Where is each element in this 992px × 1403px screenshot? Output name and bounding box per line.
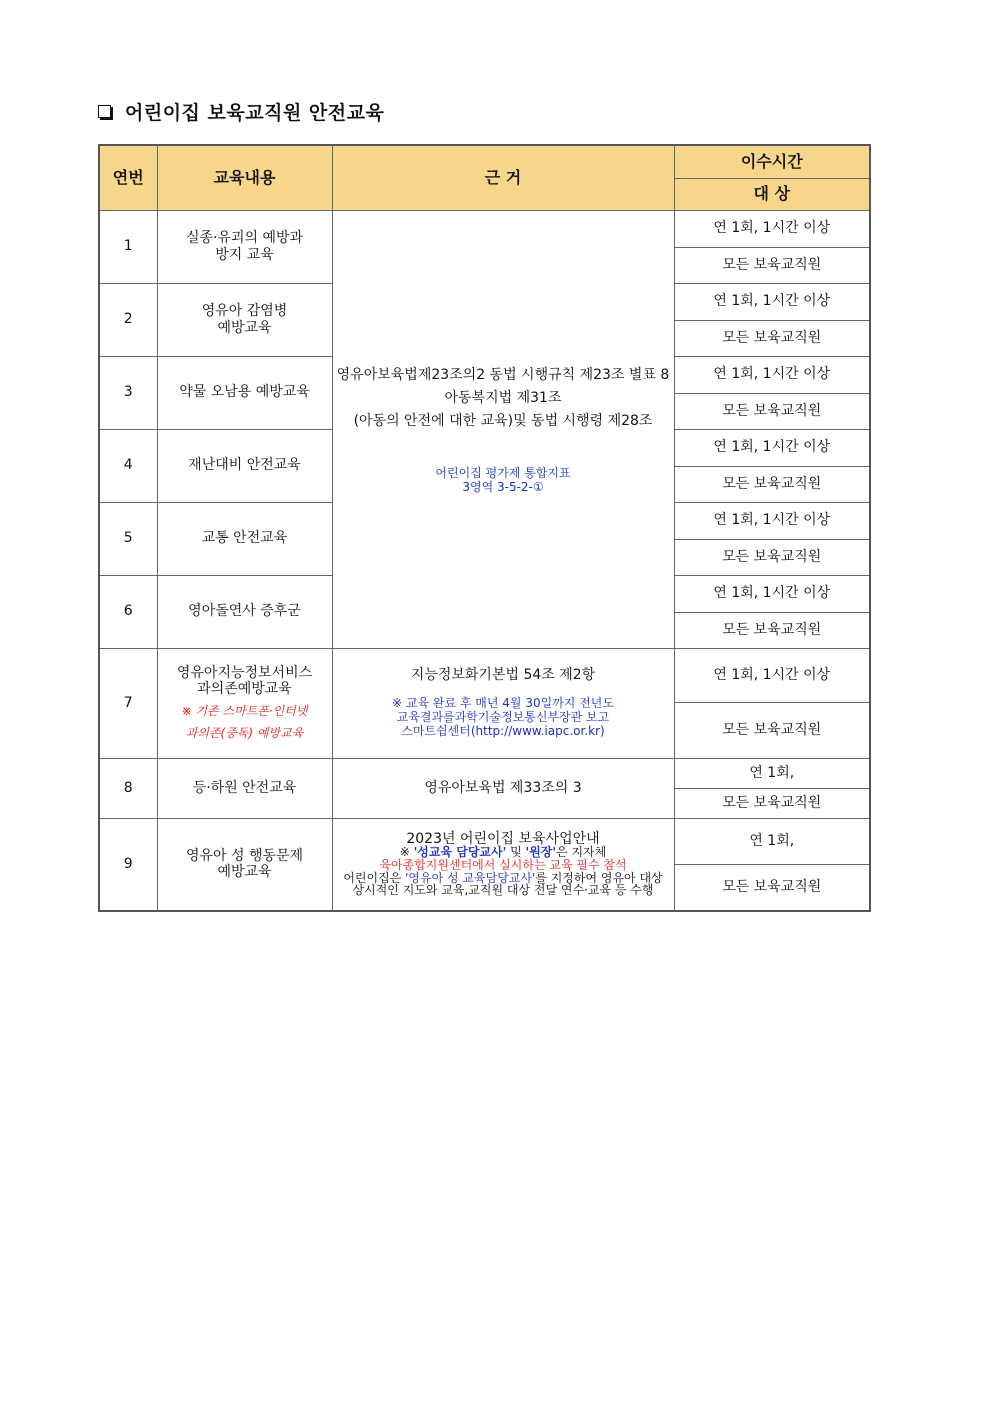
- row-content: 약물 오남용 예방교육: [157, 356, 332, 429]
- header-no: 연번: [99, 145, 157, 210]
- row-no: 8: [99, 758, 157, 818]
- row-no: 4: [99, 429, 157, 502]
- basis-note: ※ 교육 완료 후 매년 4월 30일까지 전년도: [392, 696, 614, 711]
- row-hours: 연 1회, 1시간 이상: [674, 575, 870, 612]
- row-hours: 연 1회, 1시간 이상: [674, 502, 870, 539]
- row-hours: 연 1회,: [674, 818, 870, 864]
- basis-cell: [332, 648, 674, 758]
- safety-education-table: [98, 144, 871, 912]
- basis-text: 지능정보화기본법 54조 제2항: [410, 667, 596, 684]
- basis-fragment: 어린이집은: [343, 870, 406, 885]
- row-no: 1: [99, 210, 157, 283]
- content-line: 실종·유괴의 예방과: [185, 230, 304, 247]
- basis-fragment: 및: [506, 845, 526, 860]
- row-hours: 연 1회, 1시간 이상: [674, 283, 870, 320]
- row-hours: 연 1회,: [674, 758, 870, 788]
- row-hours: 연 1회, 1시간 이상: [674, 356, 870, 393]
- content-note: ※ 기존 스마트폰·인터넷: [181, 704, 308, 719]
- basis-line: 영유아보육법제23조의2 동법 시행규칙 제23조 별표 8: [336, 366, 670, 383]
- content-note: 과의존(중독) 예방교육: [185, 726, 304, 741]
- row-hours: 연 1회, 1시간 이상: [674, 429, 870, 466]
- row-target: 모든 보육교직원: [674, 247, 870, 283]
- basis-line: 상시적인 지도와 교육,교직원 대상 전달 연수·교육 등 수행: [352, 883, 654, 898]
- basis-fragment: 은 지자체: [556, 845, 607, 860]
- row-hours: 연 1회, 1시간 이상: [674, 210, 870, 247]
- row-content: 영아돌연사 증후군: [157, 575, 332, 648]
- row-no: 9: [99, 818, 157, 911]
- row-content: [157, 818, 332, 911]
- content-line: 예방교육: [217, 319, 272, 336]
- basis-note: 교육결과를과학기술정보통신부장관 보고: [396, 710, 610, 725]
- content-line: 과의존예방교육: [197, 681, 292, 698]
- basis-fragment: '성교육 담당교사': [413, 845, 507, 860]
- header-content: 교육내용: [157, 145, 332, 210]
- basis-fragment: 를 지정하여 영유아 대상: [535, 870, 663, 885]
- row-no: 6: [99, 575, 157, 648]
- row-target: 모든 보육교직원: [674, 612, 870, 648]
- row-no: 5: [99, 502, 157, 575]
- row-content: [157, 648, 332, 758]
- basis-line: (아동의 안전에 대한 교육)및 동법 시행령 제28조: [353, 412, 653, 429]
- evaluation-note: 어린이집 평가제 통합지표: [435, 465, 571, 480]
- row-target: 모든 보육교직원: [674, 393, 870, 429]
- square-bullet-icon: [98, 105, 111, 118]
- content-line: 영유아 성 행동문제: [185, 848, 304, 865]
- header-target: 대 상: [674, 178, 870, 210]
- section-heading: [98, 98, 384, 125]
- row-content: 재난대비 안전교육: [157, 429, 332, 502]
- header-hours: 이수시간: [674, 145, 870, 178]
- row-target: 모든 보육교직원: [674, 864, 870, 911]
- row-content: [157, 283, 332, 356]
- content-line: 예방교육: [217, 864, 272, 881]
- row-content: [157, 210, 332, 283]
- basis-fragment: ※: [399, 845, 414, 860]
- row-target: 모든 보육교직원: [674, 320, 870, 356]
- basis-note: 스마트쉼센터(http://www.iapc.or.kr): [401, 723, 605, 738]
- row-target: 모든 보육교직원: [674, 466, 870, 502]
- row-hours: 연 1회, 1시간 이상: [674, 648, 870, 702]
- content-line: 방지 교육: [215, 246, 274, 263]
- row-target: 모든 보육교직원: [674, 702, 870, 758]
- row-no: 7: [99, 648, 157, 758]
- row-no: 2: [99, 283, 157, 356]
- row-content: 교통 안전교육: [157, 502, 332, 575]
- row-target: 모든 보육교직원: [674, 539, 870, 575]
- basis-line: 육아종합지원센터에서 실시하는 교육 필수 참석: [379, 858, 627, 872]
- basis-cell: 영유아보육법 제33조의 3: [332, 758, 674, 818]
- shared-basis-cell: [332, 210, 674, 648]
- basis-fragment: '영유아 성 교육담당교사': [405, 870, 536, 885]
- row-target: 모든 보육교직원: [674, 788, 870, 818]
- evaluation-note: 3영역 3-5-2-①: [462, 479, 544, 494]
- basis-line: 아동복지법 제31조: [444, 389, 562, 406]
- row-no: 3: [99, 356, 157, 429]
- basis-cell: [332, 818, 674, 911]
- content-line: 영유아 감염병: [201, 303, 288, 320]
- content-line: 영유아지능정보서비스: [176, 665, 313, 682]
- header-basis: 근 거: [332, 145, 674, 210]
- row-content: 등·하원 안전교육: [157, 758, 332, 818]
- basis-fragment: '원장': [525, 845, 557, 860]
- basis-title: 2023년 어린이집 보육사업안내: [406, 830, 600, 847]
- section-title: 어린이집 보육교직원 안전교육: [125, 102, 385, 124]
